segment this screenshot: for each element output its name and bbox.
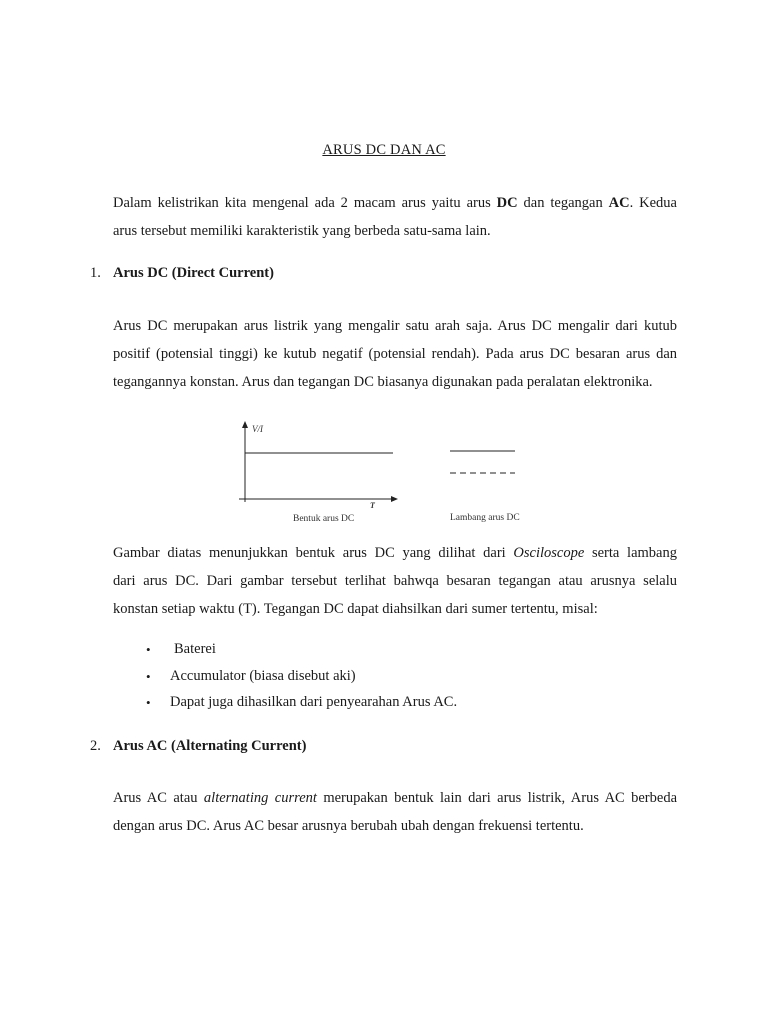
- section1-para-line: tegangannya konstan. Arus dan tegangan DC biasanya digunakan pada peralatan elektronika.: [113, 374, 653, 390]
- dc-figure: [225, 418, 535, 528]
- section2-text: merupakan bentuk lain dari arus listrik, Arus AC berbeda: [316, 790, 678, 806]
- bullet-item: Dapat juga dihasilkan dari penyearahan Arus AC.: [170, 694, 458, 710]
- intro-bold-dc: DC: [496, 195, 518, 211]
- section1-para-line: Arus DC merupakan arus listrik yang mengalir satu arah saja. Arus DC mengalir dari kutub: [113, 318, 677, 334]
- section2-line-1: [113, 784, 677, 812]
- section2-line-2: dengan arus DC. Arus AC besar arusnya berubah ubah dengan frekuensi tertentu.: [113, 818, 584, 834]
- section2-paragraph: [113, 784, 677, 840]
- y-axis-arrow: [242, 421, 248, 428]
- section2-number: 2.: [90, 738, 101, 754]
- figure-desc-text: Gambar diatas menunjukkan bentuk arus DC yang dilihat dari: [113, 545, 514, 561]
- intro-text: . Kedua: [629, 195, 677, 211]
- bullet-item: Accumulator (biasa disebut aki): [170, 668, 356, 684]
- page-title: ARUS DC DAN AC: [322, 142, 446, 158]
- section2-heading: Arus AC (Alternating Current): [113, 738, 307, 754]
- figure-desc-line-1: [113, 539, 677, 567]
- bullet-dot: •: [146, 669, 151, 684]
- section1-number: 1.: [90, 265, 101, 281]
- intro-text: dan tegangan: [517, 195, 609, 211]
- caption-graph: Bentuk arus DC: [293, 514, 355, 524]
- bullet-item: Baterei: [174, 641, 216, 657]
- figure-description-paragraph: [113, 539, 677, 623]
- intro-line-1: [113, 189, 677, 217]
- figure-desc-line-3: konstan setiap waktu (T). Tegangan DC dapat diahsilkan dari sumer tertentu, misal:: [113, 601, 598, 617]
- bullet-dot: •: [146, 642, 151, 657]
- figure-desc-italic: Osciloscope: [513, 545, 585, 561]
- y-axis-label: V/I: [252, 424, 263, 434]
- intro-text: Dalam kelistrikan kita mengenal ada 2 macam arus yaitu arus: [113, 195, 497, 211]
- section1-paragraph: [113, 312, 677, 396]
- section1-heading: Arus DC (Direct Current): [113, 265, 274, 281]
- caption-symbol: Lambang arus DC: [450, 513, 520, 523]
- intro-line-2: arus tersebut memiliki karakteristik yang berbeda satu-sama lain.: [113, 223, 491, 239]
- x-axis-label: T: [370, 501, 375, 510]
- section2-italic: alternating current: [203, 790, 317, 806]
- figure-desc-line-2: dari arus DC. Dari gambar tersebut terlihat bahwqa besaran tegangan atau arusnya selalu: [113, 573, 677, 589]
- bullet-dot: •: [146, 695, 151, 710]
- figure-desc-text: serta lambang: [584, 545, 677, 561]
- x-axis-arrow: [391, 496, 398, 502]
- section1-para-line: positif (potensial tinggi) ke kutub negatif (potensial rendah). Pada arus DC besaran arus dan: [113, 346, 677, 362]
- intro-bold-ac: AC: [608, 195, 630, 211]
- intro-paragraph: [113, 189, 677, 245]
- section2-text: Arus AC atau: [113, 790, 204, 806]
